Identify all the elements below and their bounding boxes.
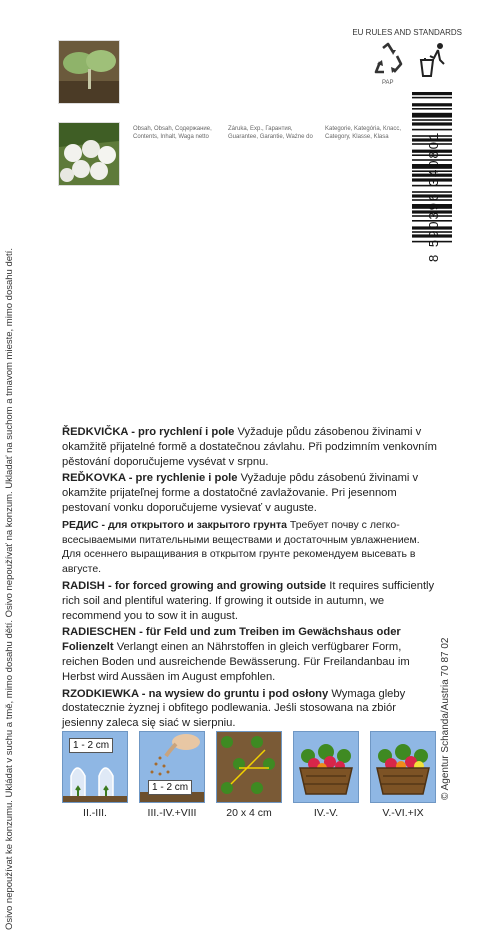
description-body: Требует почву с легковсесываемыми питательными веществами и достаточным увлажнением. Для осеннего выращивания в открытом грунте рекомендуем высевать в августе. bbox=[62, 518, 420, 576]
step-harvest-basket-2 bbox=[370, 731, 436, 803]
step-depth-tag-2: 1 - 2 cm bbox=[148, 780, 192, 795]
description-title: РЕДИС - для открытого и закрытого грунта bbox=[62, 518, 287, 531]
step-harvest-basket bbox=[293, 731, 359, 803]
guarantee-label-2: Guarantee, Garantie, Ważne do bbox=[228, 134, 313, 140]
guarantee-label: Záruka, Exp., Гарантия, bbox=[228, 126, 293, 132]
copyright-text: © Agentur Schanda/Austria 70 87 02 bbox=[440, 637, 451, 800]
description-body: It requires sufficiently rich soil and plentiful watering. If growing it outside in autumn, we recommend you to sow it in august. bbox=[62, 579, 435, 622]
step-label-4: IV.-V. bbox=[313, 807, 339, 819]
description-paragraph bbox=[62, 579, 440, 623]
description-paragraph bbox=[62, 518, 440, 577]
step-label-2: III.-IV.+VIII bbox=[147, 807, 197, 819]
product-descriptions bbox=[62, 425, 440, 733]
description-paragraph bbox=[62, 425, 440, 469]
storage-warning-sidebar bbox=[4, 60, 68, 930]
barcode-number: 8 590396 340801 bbox=[426, 130, 441, 262]
step-label-3: 20 x 4 cm bbox=[226, 807, 272, 819]
barcode-bar bbox=[412, 92, 452, 95]
step-label-5: V.-VI.+IX bbox=[382, 807, 424, 819]
description-body: Vyžaduje pôdu zásobenú živinami v okamžite prijateľnej forme a dostatočné zavlažovanie. Pri jesennom pestovaní vonku doporučujeme vysievať v auguste. bbox=[62, 472, 419, 514]
eu-rules-label: EU RULES AND STANDARDS bbox=[352, 28, 462, 37]
sprout-photo bbox=[58, 40, 120, 104]
radish-photo bbox=[58, 122, 120, 186]
step-spacing bbox=[216, 731, 282, 803]
step-greenhouse bbox=[62, 731, 128, 803]
description-body: Wymaga gleby dostatecznie żyznej i obfitego podlewania. Jeśli stosowana na zbiór jesienny zaleca się siać w sierpniu. bbox=[62, 687, 406, 730]
category-label: Kategorie, Kategória, Класс, bbox=[325, 126, 402, 132]
description-paragraph bbox=[62, 625, 440, 684]
description-title: RZODKIEWKA - na wysiew do gruntu i pod osłony bbox=[62, 687, 329, 700]
recycle-icon bbox=[372, 42, 404, 76]
contents-label-2: Contents, Inhalt, Waga netto bbox=[133, 134, 209, 140]
category-label-2: Category, Klasse, Klasa bbox=[325, 134, 389, 140]
tidyman-bin-icon bbox=[418, 42, 448, 78]
description-body: Verlangt einen an Nährstoffen in gleich verfügbarer Form, reichen Boden und ausreichende Bewässerung. Für Freilandanbau im Herbst wird Aussäen im August empfohlen. bbox=[62, 641, 410, 683]
description-title: REĎKOVKA - pre rychlenie i pole bbox=[62, 472, 238, 485]
sowing-instructions bbox=[62, 731, 442, 823]
step-depth-tag: 1 - 2 cm bbox=[69, 738, 113, 753]
description-title: ŘEDKVIČKA - pro rychlení i pole bbox=[62, 426, 235, 438]
description-paragraph bbox=[62, 471, 440, 515]
description-body: Vyžaduje půdu zásobenou živinami v okamžitě přijatelné formě a dostatečnou závlahu. Při podzimním venkovním pěstování doporučujeme vysévat v srpnu. bbox=[62, 426, 437, 468]
description-title: RADISH - for forced growing and growing outside bbox=[62, 579, 327, 592]
barcode-bar bbox=[412, 97, 452, 99]
storage-warning-text: Osivo nepoužívat ke konzumu. Ukládat v suchu a tmě, mimo dosahu dětí. Osivo nepoužívať na konzum. Ukladať na suchom a tmavom mieste, mimo dosahu detí. bbox=[4, 248, 15, 930]
contents-label: Obsah, Obsah, Содержание, bbox=[133, 126, 212, 132]
description-paragraph bbox=[62, 687, 440, 731]
description-title: RADIESCHEN - für Feld und zum Treiben im Gewächshaus oder Folienzelt bbox=[62, 626, 401, 654]
pap-label: PAP bbox=[382, 80, 394, 86]
step-sowing bbox=[139, 731, 205, 803]
step-label-1: II.-III. bbox=[83, 807, 107, 819]
